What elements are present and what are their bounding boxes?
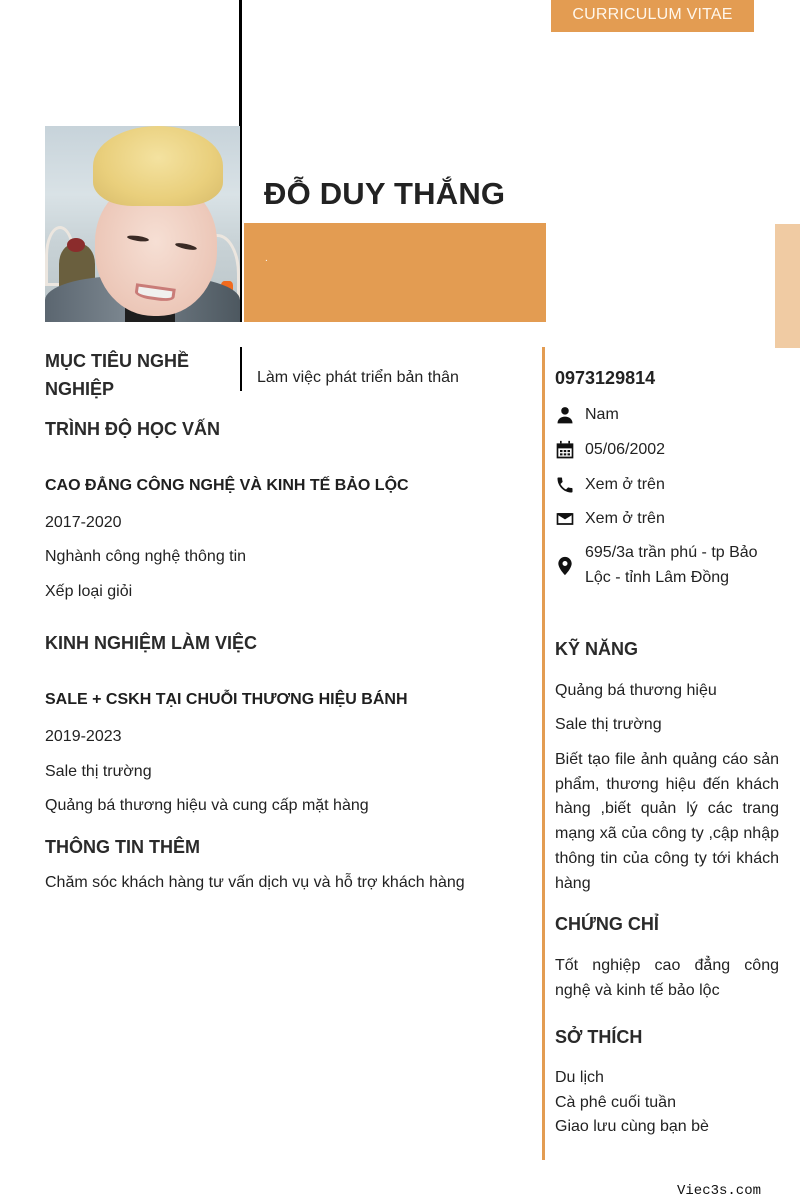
skill-item: Biết tạo file ảnh quảng cáo sản phẩm, thương hiệu đến khách hàng ,biết quản lý các trang mạng xã của công ty ,cập nhập thông tin của công ty tới khách hàng: [555, 751, 779, 892]
accent-box-text: .: [265, 253, 268, 264]
education-major: Nghành công nghệ thông tin: [45, 548, 247, 565]
experience-years: 2019-2023: [45, 728, 122, 745]
certificate-text: Tốt nghiệp cao đẳng công nghệ và kinh tế bảo lộc: [555, 957, 779, 999]
curriculum-vitae-banner: CURRICULUM VITAE: [551, 0, 754, 32]
experience-detail: Quảng bá thương hiệu và cung cấp mặt hàng: [45, 797, 369, 814]
skill-item: Sale thị trường: [555, 716, 662, 733]
watermark: Viec3s.com: [677, 1183, 762, 1199]
hobbies-list: [555, 1066, 709, 1140]
envelope-icon: [555, 509, 575, 529]
education-grade: Xếp loại giỏi: [45, 583, 133, 600]
contact-address: [555, 541, 775, 590]
experience-detail: Sale thị trường: [45, 763, 152, 780]
contact-gender: [555, 403, 619, 428]
education-school: CAO ĐẲNG CÔNG NGHỆ VÀ KINH TẾ BẢO LỘC: [45, 477, 409, 494]
birthdate-value: 05/06/2002: [585, 441, 666, 458]
contact-phone: [555, 473, 665, 498]
gender-value: Nam: [585, 406, 619, 423]
right-column-divider: [542, 347, 545, 1160]
hobby-item: Du lịch: [555, 1069, 604, 1086]
objective-text: Làm việc phát triển bản thân: [257, 369, 459, 386]
certificates-heading: CHỨNG CHỈ: [555, 914, 659, 934]
candidate-name: ĐỖ DUY THẮNG: [264, 176, 506, 211]
header-accent-box: [244, 223, 546, 322]
contact-phone-number: 0973129814: [555, 368, 656, 388]
education-heading: TRÌNH ĐỘ HỌC VẤN: [45, 419, 220, 439]
photo-hair: [93, 126, 223, 206]
photo-bg-person-head: [67, 238, 85, 252]
contact-email: [555, 507, 665, 532]
phone-value: Xem ở trên: [585, 476, 665, 493]
skills-heading: KỸ NĂNG: [555, 639, 639, 659]
additional-info-heading: THÔNG TIN THÊM: [45, 837, 200, 857]
map-pin-icon: [555, 556, 575, 576]
calendar-icon: [555, 440, 575, 460]
objective-heading: MỤC TIÊU NGHỀ NGHIỆP: [45, 351, 189, 399]
profile-photo: [45, 126, 240, 322]
person-icon: [555, 405, 575, 425]
email-value: Xem ở trên: [585, 510, 665, 527]
hobby-item: Giao lưu cùng bạn bè: [555, 1118, 709, 1135]
right-edge-accent-bar: [775, 224, 800, 348]
phone-icon: [555, 475, 575, 495]
hobby-item: Cà phê cuối tuần: [555, 1093, 676, 1111]
experience-company: SALE + CSKH TẠI CHUỖI THƯƠNG HIỆU BÁNH: [45, 691, 408, 708]
address-value: 695/3a trần phú - tp Bảo Lộc - tỉnh Lâm Đồng: [585, 544, 758, 586]
education-years: 2017-2020: [45, 514, 122, 531]
additional-info-text: Chăm sóc khách hàng tư vấn dịch vụ và hỗ trợ khách hàng: [45, 874, 465, 891]
contact-birthdate: [555, 438, 665, 463]
objective-divider: [240, 347, 242, 391]
experience-heading: KINH NGHIỆM LÀM VIỆC: [45, 633, 258, 653]
skill-item: Quảng bá thương hiệu: [555, 682, 717, 699]
hobbies-heading: SỞ THÍCH: [555, 1027, 643, 1047]
